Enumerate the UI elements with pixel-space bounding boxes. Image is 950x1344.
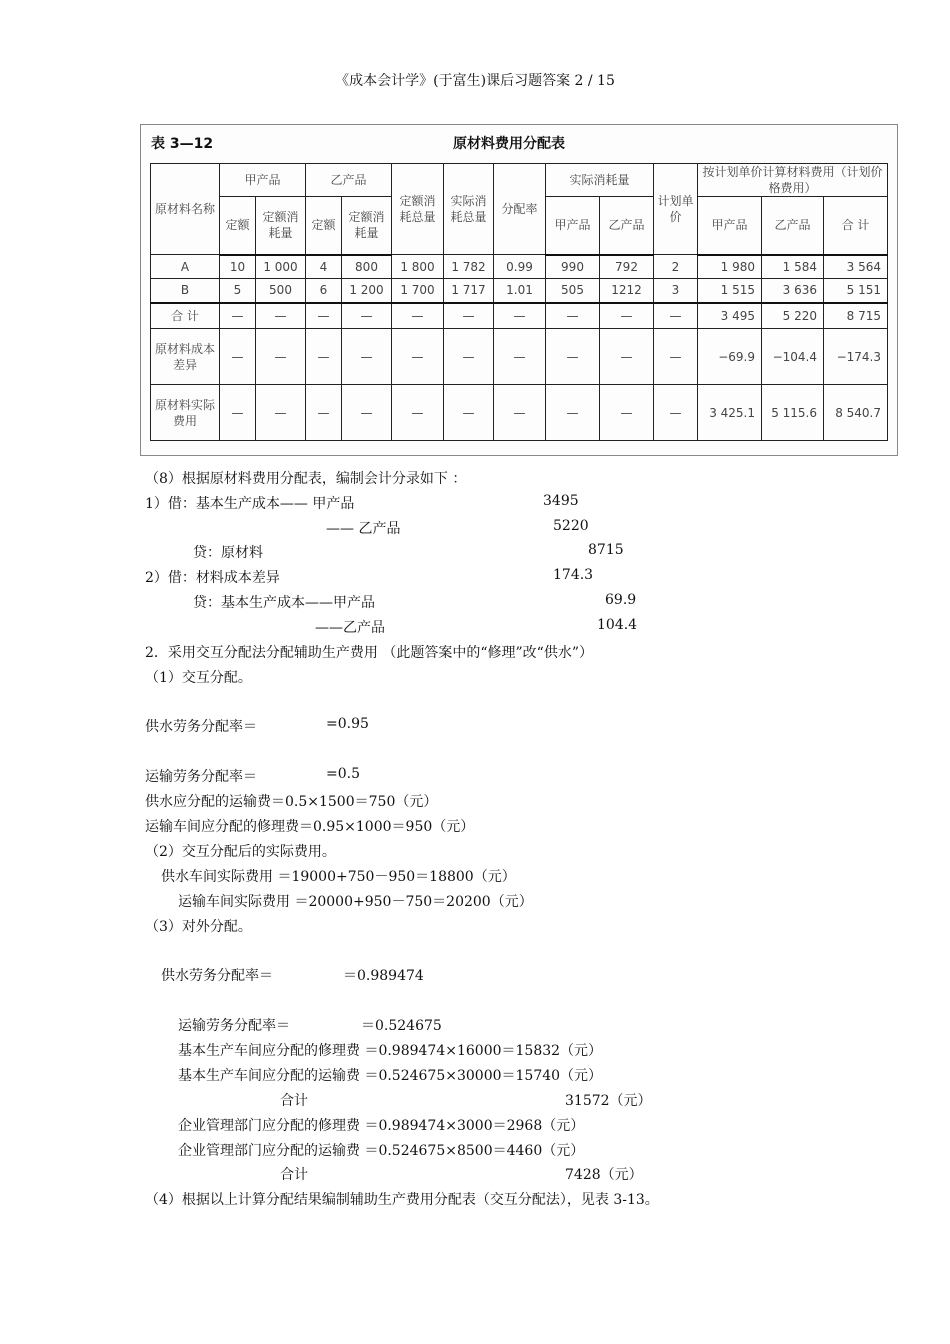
cell: — — [600, 385, 654, 441]
cell: — — [654, 329, 698, 385]
text-line: 基本生产车间应分配的修理费 ＝0.989474×16000＝15832（元） — [178, 1043, 603, 1059]
cell: 5 220 — [762, 303, 824, 329]
cell: 1 782 — [444, 255, 494, 279]
text-line: 1）借：基本生产成本—— 甲产品 — [145, 496, 355, 512]
cell: 792 — [600, 255, 654, 279]
amount: 174.3 — [553, 567, 594, 583]
table-row — [151, 255, 888, 279]
header-yi-quota: 定额 — [306, 197, 342, 255]
header-act-jia: 甲产品 — [546, 197, 600, 255]
amount: 3495 — [543, 493, 579, 509]
cell: 1 700 — [392, 279, 444, 303]
cell: 3 — [654, 279, 698, 303]
cell: −69.9 — [698, 329, 762, 385]
table-row — [151, 385, 888, 441]
cell: 3 495 — [698, 303, 762, 329]
cell: 1 717 — [444, 279, 494, 303]
cell: 800 — [342, 255, 392, 279]
header-actual-total: 实际消耗总量 — [444, 164, 494, 255]
cell: — — [256, 329, 306, 385]
header-actual-use: 实际消耗量 — [546, 164, 654, 197]
text-line: 基本生产车间应分配的运输费 ＝0.524675×30000＝15740（元） — [178, 1068, 603, 1084]
header-cost-total: 合 计 — [824, 197, 888, 255]
cell: — — [392, 303, 444, 329]
header-cost-jia: 甲产品 — [698, 197, 762, 255]
text-line: 2．采用交互分配法分配辅助生产费用 （此题答案中的“修理”改“供水”） — [145, 645, 593, 661]
subtotal-value: 31572（元） — [565, 1093, 652, 1109]
cell: — — [306, 303, 342, 329]
cell: — — [342, 303, 392, 329]
table-row — [151, 303, 888, 329]
cell: 8 540.7 — [824, 385, 888, 441]
header-jia-use: 定额消耗量 — [256, 197, 306, 255]
cell: — — [392, 385, 444, 441]
text-line: 贷：原材料 — [193, 545, 263, 561]
header-cost-yi: 乙产品 — [762, 197, 824, 255]
formula-value: ＝0.524675 — [361, 1018, 442, 1034]
cell: — — [600, 303, 654, 329]
table-label: 表 3—12 — [151, 136, 214, 152]
text-line: 运输劳务分配率＝ — [145, 769, 257, 785]
cell: — — [306, 329, 342, 385]
cell: −174.3 — [824, 329, 888, 385]
table-row — [151, 329, 888, 385]
cell: 1.01 — [494, 279, 546, 303]
cell: — — [342, 329, 392, 385]
text-line: 贷：基本生产成本——甲产品 — [193, 595, 375, 611]
cell: — — [220, 329, 256, 385]
cell: 4 — [306, 255, 342, 279]
cell: 1 584 — [762, 255, 824, 279]
cell: 0.99 — [494, 255, 546, 279]
text-line: 供水车间实际费用 ＝19000+750－950＝18800（元） — [161, 869, 516, 885]
cell: 2 — [654, 255, 698, 279]
cell: — — [306, 385, 342, 441]
header-yi: 乙产品 — [306, 164, 392, 197]
formula-value: ＝0.989474 — [343, 968, 424, 984]
header-plan-cost: 按计划单价计算材料费用（计划价格费用） — [698, 164, 888, 197]
text-line: （3）对外分配。 — [145, 919, 252, 935]
subtotal-value: 7428（元） — [565, 1167, 643, 1183]
text-line: 企业管理部门应分配的修理费 ＝0.989474×3000＝2968（元） — [178, 1118, 585, 1134]
formula-value: =0.5 — [326, 766, 360, 782]
subtotal-label: 合计 — [280, 1093, 308, 1109]
cell: — — [654, 303, 698, 329]
amount: 8715 — [588, 542, 624, 558]
row-name: 合 计 — [151, 303, 220, 329]
table-image — [140, 124, 898, 456]
amount: 5220 — [553, 518, 589, 534]
cell: 1 800 — [392, 255, 444, 279]
table-row — [151, 279, 888, 303]
cell: 5 — [220, 279, 256, 303]
header-quota-total: 定额消耗总量 — [392, 164, 444, 255]
header-name: 原材料名称 — [151, 164, 220, 255]
page-header: 《成本会计学》(于富生)课后习题答案 2 / 15 — [335, 73, 615, 89]
text-line: —— 乙产品 — [326, 521, 401, 537]
text-line: （2）交互分配后的实际费用。 — [145, 844, 336, 860]
header-yi-use: 定额消耗量 — [342, 197, 392, 255]
cell: — — [220, 385, 256, 441]
cell: 1 000 — [256, 255, 306, 279]
cell: — — [654, 385, 698, 441]
text-line: （8）根据原材料费用分配表，编制会计分录如下 ： — [145, 471, 467, 487]
text-line: （4）根据以上计算分配结果编制辅助生产费用分配表（交互分配法），见表 3-13。 — [145, 1192, 659, 1208]
text-line: 运输车间应分配的修理费＝0.95×1000＝950（元） — [145, 819, 475, 835]
cell: — — [444, 329, 494, 385]
text-line: 供水应分配的运输费＝0.5×1500＝750（元） — [145, 794, 438, 810]
cell: — — [392, 329, 444, 385]
cell: 1212 — [600, 279, 654, 303]
cell: — — [600, 329, 654, 385]
cell: 3 425.1 — [698, 385, 762, 441]
cell: 1 980 — [698, 255, 762, 279]
text-line: 企业管理部门应分配的运输费 ＝0.524675×8500＝4460（元） — [178, 1143, 585, 1159]
cell: 1 200 — [342, 279, 392, 303]
text-line: （1）交互分配。 — [145, 670, 252, 686]
text-line: 2）借：材料成本差异 — [145, 570, 280, 586]
cell: 505 — [546, 279, 600, 303]
cell: — — [256, 303, 306, 329]
table-title: 原材料费用分配表 — [453, 136, 565, 152]
cell: 5 115.6 — [762, 385, 824, 441]
cell: 1 515 — [698, 279, 762, 303]
cell: — — [546, 385, 600, 441]
cell: 6 — [306, 279, 342, 303]
text-line: 运输劳务分配率＝ — [178, 1018, 290, 1034]
cell: — — [494, 385, 546, 441]
row-name: 原材料成本差异 — [151, 329, 220, 385]
header-rate: 分配率 — [494, 164, 546, 255]
formula-value: =0.95 — [326, 716, 369, 732]
cell: — — [494, 303, 546, 329]
cell: 8 715 — [824, 303, 888, 329]
header-jia: 甲产品 — [220, 164, 306, 197]
row-name: B — [151, 279, 220, 303]
amount: 69.9 — [605, 592, 637, 608]
header-jia-quota: 定额 — [220, 197, 256, 255]
cell: — — [546, 329, 600, 385]
text-line: 供水劳务分配率＝ — [145, 719, 257, 735]
text-line: ——乙产品 — [315, 620, 385, 636]
row-name: 原材料实际费用 — [151, 385, 220, 441]
cell: — — [342, 385, 392, 441]
cell: — — [256, 385, 306, 441]
cell: 10 — [220, 255, 256, 279]
row-name: A — [151, 255, 220, 279]
text-line: 运输车间实际费用 ＝20000+950－750＝20200（元） — [178, 894, 533, 910]
cell: — — [444, 303, 494, 329]
material-cost-table — [150, 163, 888, 441]
header-act-yi: 乙产品 — [600, 197, 654, 255]
text-line: 供水劳务分配率＝ — [161, 968, 273, 984]
cell: 3 564 — [824, 255, 888, 279]
cell: 3 636 — [762, 279, 824, 303]
cell: — — [494, 329, 546, 385]
cell: 500 — [256, 279, 306, 303]
cell: 990 — [546, 255, 600, 279]
cell: −104.4 — [762, 329, 824, 385]
cell: — — [546, 303, 600, 329]
cell: 5 151 — [824, 279, 888, 303]
cell: — — [444, 385, 494, 441]
header-plan-price: 计划单价 — [654, 164, 698, 255]
cell: — — [220, 303, 256, 329]
amount: 104.4 — [597, 617, 638, 633]
subtotal-label: 合计 — [280, 1167, 308, 1183]
